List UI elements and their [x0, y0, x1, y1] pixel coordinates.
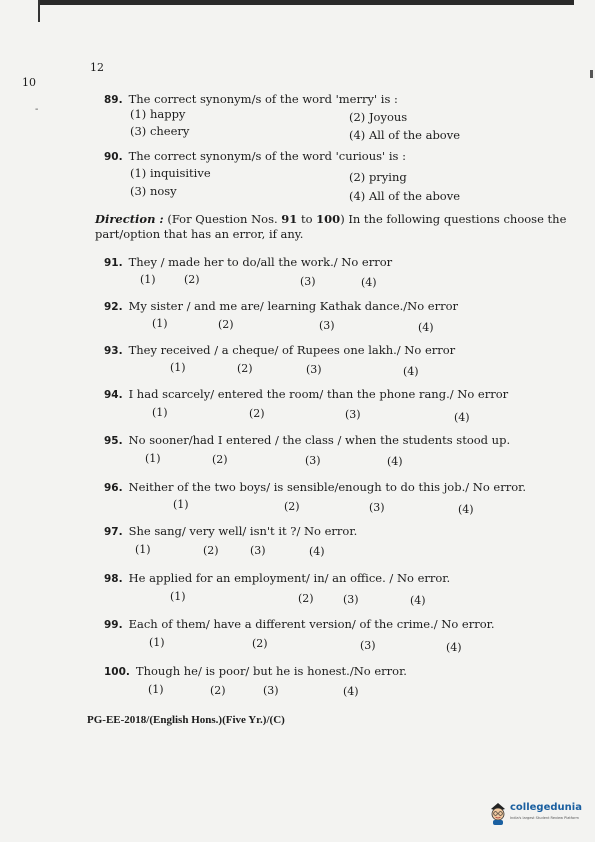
question-number: 92. [104, 301, 123, 313]
part-marker-4: (4) [454, 411, 470, 424]
part-marker-4: (4) [387, 455, 403, 468]
question-text: He applied for an employment/ in/ an office. / No error. [128, 571, 451, 585]
question-92 [104, 299, 458, 313]
part-marker-4: (4) [410, 594, 426, 607]
footer-code: PG-EE-2018/(English Hons.)(Five Yr.)/(C) [87, 714, 285, 726]
part-marker-2: (2) [237, 362, 253, 375]
question-number: 97. [104, 526, 123, 538]
direction-label: Direction : [95, 212, 164, 226]
question-number: 96. [104, 482, 123, 494]
question-text: I had scarcely/ entered the room/ than the phone rang./ No error [128, 387, 509, 401]
mascot-icon [488, 800, 508, 826]
option-1: (1) inquisitive [130, 166, 211, 180]
logo-wordmark: collegedunia [510, 802, 582, 813]
part-marker-3: (3) [369, 501, 385, 514]
part-marker-1: (1) [173, 498, 189, 511]
part-marker-1: (1) [135, 543, 151, 556]
part-marker-4: (4) [458, 503, 474, 516]
part-marker-2: (2) [203, 544, 219, 557]
question-text: They / made her to do/all the work./ No error [128, 255, 393, 269]
part-marker-4: (4) [343, 685, 359, 698]
question-95 [104, 433, 510, 447]
question-text: Neither of the two boys/ is sensible/enough to do this job./ No error. [128, 480, 527, 494]
question-number: 95. [104, 435, 123, 447]
option-2: (2) Joyous [349, 110, 408, 124]
part-marker-3: (3) [300, 275, 316, 288]
question-number: 90. [104, 151, 123, 163]
collegedunia-logo [488, 800, 584, 826]
part-marker-4: (4) [418, 321, 434, 334]
question-text: The correct synonym/s of the word 'curious' is : [128, 149, 406, 163]
question-number: 89. [104, 94, 123, 106]
part-marker-2: (2) [249, 407, 265, 420]
question-number: 91. [104, 257, 123, 269]
part-marker-4: (4) [403, 365, 419, 378]
question-96 [104, 480, 526, 494]
part-marker-4: (4) [309, 545, 325, 558]
part-marker-3: (3) [263, 684, 279, 697]
question-number: 98. [104, 573, 123, 585]
question-94 [104, 387, 508, 401]
part-marker-1: (1) [145, 452, 161, 465]
part-marker-4: (4) [446, 641, 462, 654]
question-number: 100. [104, 666, 130, 678]
option-2: (2) prying [349, 170, 407, 184]
question-98 [104, 571, 450, 585]
part-marker-1: (1) [170, 590, 186, 603]
question-text: No sooner/had I entered / the class / when the students stood up. [128, 433, 511, 447]
question-99 [104, 617, 495, 631]
part-marker-2: (2) [284, 500, 300, 513]
part-marker-3: (3) [250, 544, 266, 557]
part-marker-2: (2) [218, 318, 234, 331]
option-4: (4) All of the above [349, 128, 461, 142]
option-1: (1) happy [130, 107, 186, 121]
part-marker-3: (3) [319, 319, 335, 332]
part-marker-1: (1) [152, 406, 168, 419]
question-93 [104, 343, 455, 357]
part-marker-1: (1) [149, 636, 165, 649]
part-marker-3: (3) [305, 454, 321, 467]
part-marker-1: (1) [148, 683, 164, 696]
question-number: 93. [104, 345, 123, 357]
scan-top-border [38, 0, 574, 5]
part-marker-2: (2) [184, 273, 200, 286]
option-3: (3) nosy [130, 184, 177, 198]
part-marker-3: (3) [360, 639, 376, 652]
part-marker-3: (3) [343, 593, 359, 606]
part-marker-1: (1) [140, 273, 156, 286]
scan-right-mark [590, 70, 593, 78]
question-number: 99. [104, 619, 123, 631]
page-number: 12 [90, 61, 104, 74]
option-4: (4) All of the above [349, 189, 461, 203]
question-text: Though he/ is poor/ but he is honest./No error. [135, 664, 407, 678]
part-marker-3: (3) [306, 363, 322, 376]
question-number: 94. [104, 389, 123, 401]
part-marker-1: (1) [170, 361, 186, 374]
question-97 [104, 524, 357, 538]
question-text: Each of them/ have a different version/ of the crime./ No error. [128, 617, 495, 631]
side-number: 10 [22, 76, 36, 89]
logo-tagline: India's largest Student Review Platform [510, 816, 579, 820]
part-marker-3: (3) [345, 408, 361, 421]
part-marker-2: (2) [210, 684, 226, 697]
option-3: (3) cheery [130, 124, 190, 138]
margin-mark: - [35, 104, 39, 115]
question-text: She sang/ very well/ isn't it ?/ No error. [128, 524, 358, 538]
part-marker-1: (1) [152, 317, 168, 330]
scan-left-mark [38, 0, 40, 22]
question-89 [104, 92, 398, 106]
question-text: The correct synonym/s of the word 'merry' is : [128, 92, 398, 106]
part-marker-2: (2) [298, 592, 314, 605]
question-text: My sister / and me are/ learning Kathak dance./No error [128, 299, 459, 313]
part-marker-2: (2) [212, 453, 228, 466]
question-100 [104, 664, 407, 678]
part-marker-4: (4) [361, 276, 377, 289]
question-91 [104, 255, 392, 269]
part-marker-2: (2) [252, 637, 268, 650]
direction-text: Direction : (For Question Nos. 91 to 100) In the following questions choose the part/option that has an error, if any. [95, 212, 567, 241]
question-90 [104, 149, 406, 163]
question-text: They received / a cheque/ of Rupees one lakh./ No error [128, 343, 456, 357]
